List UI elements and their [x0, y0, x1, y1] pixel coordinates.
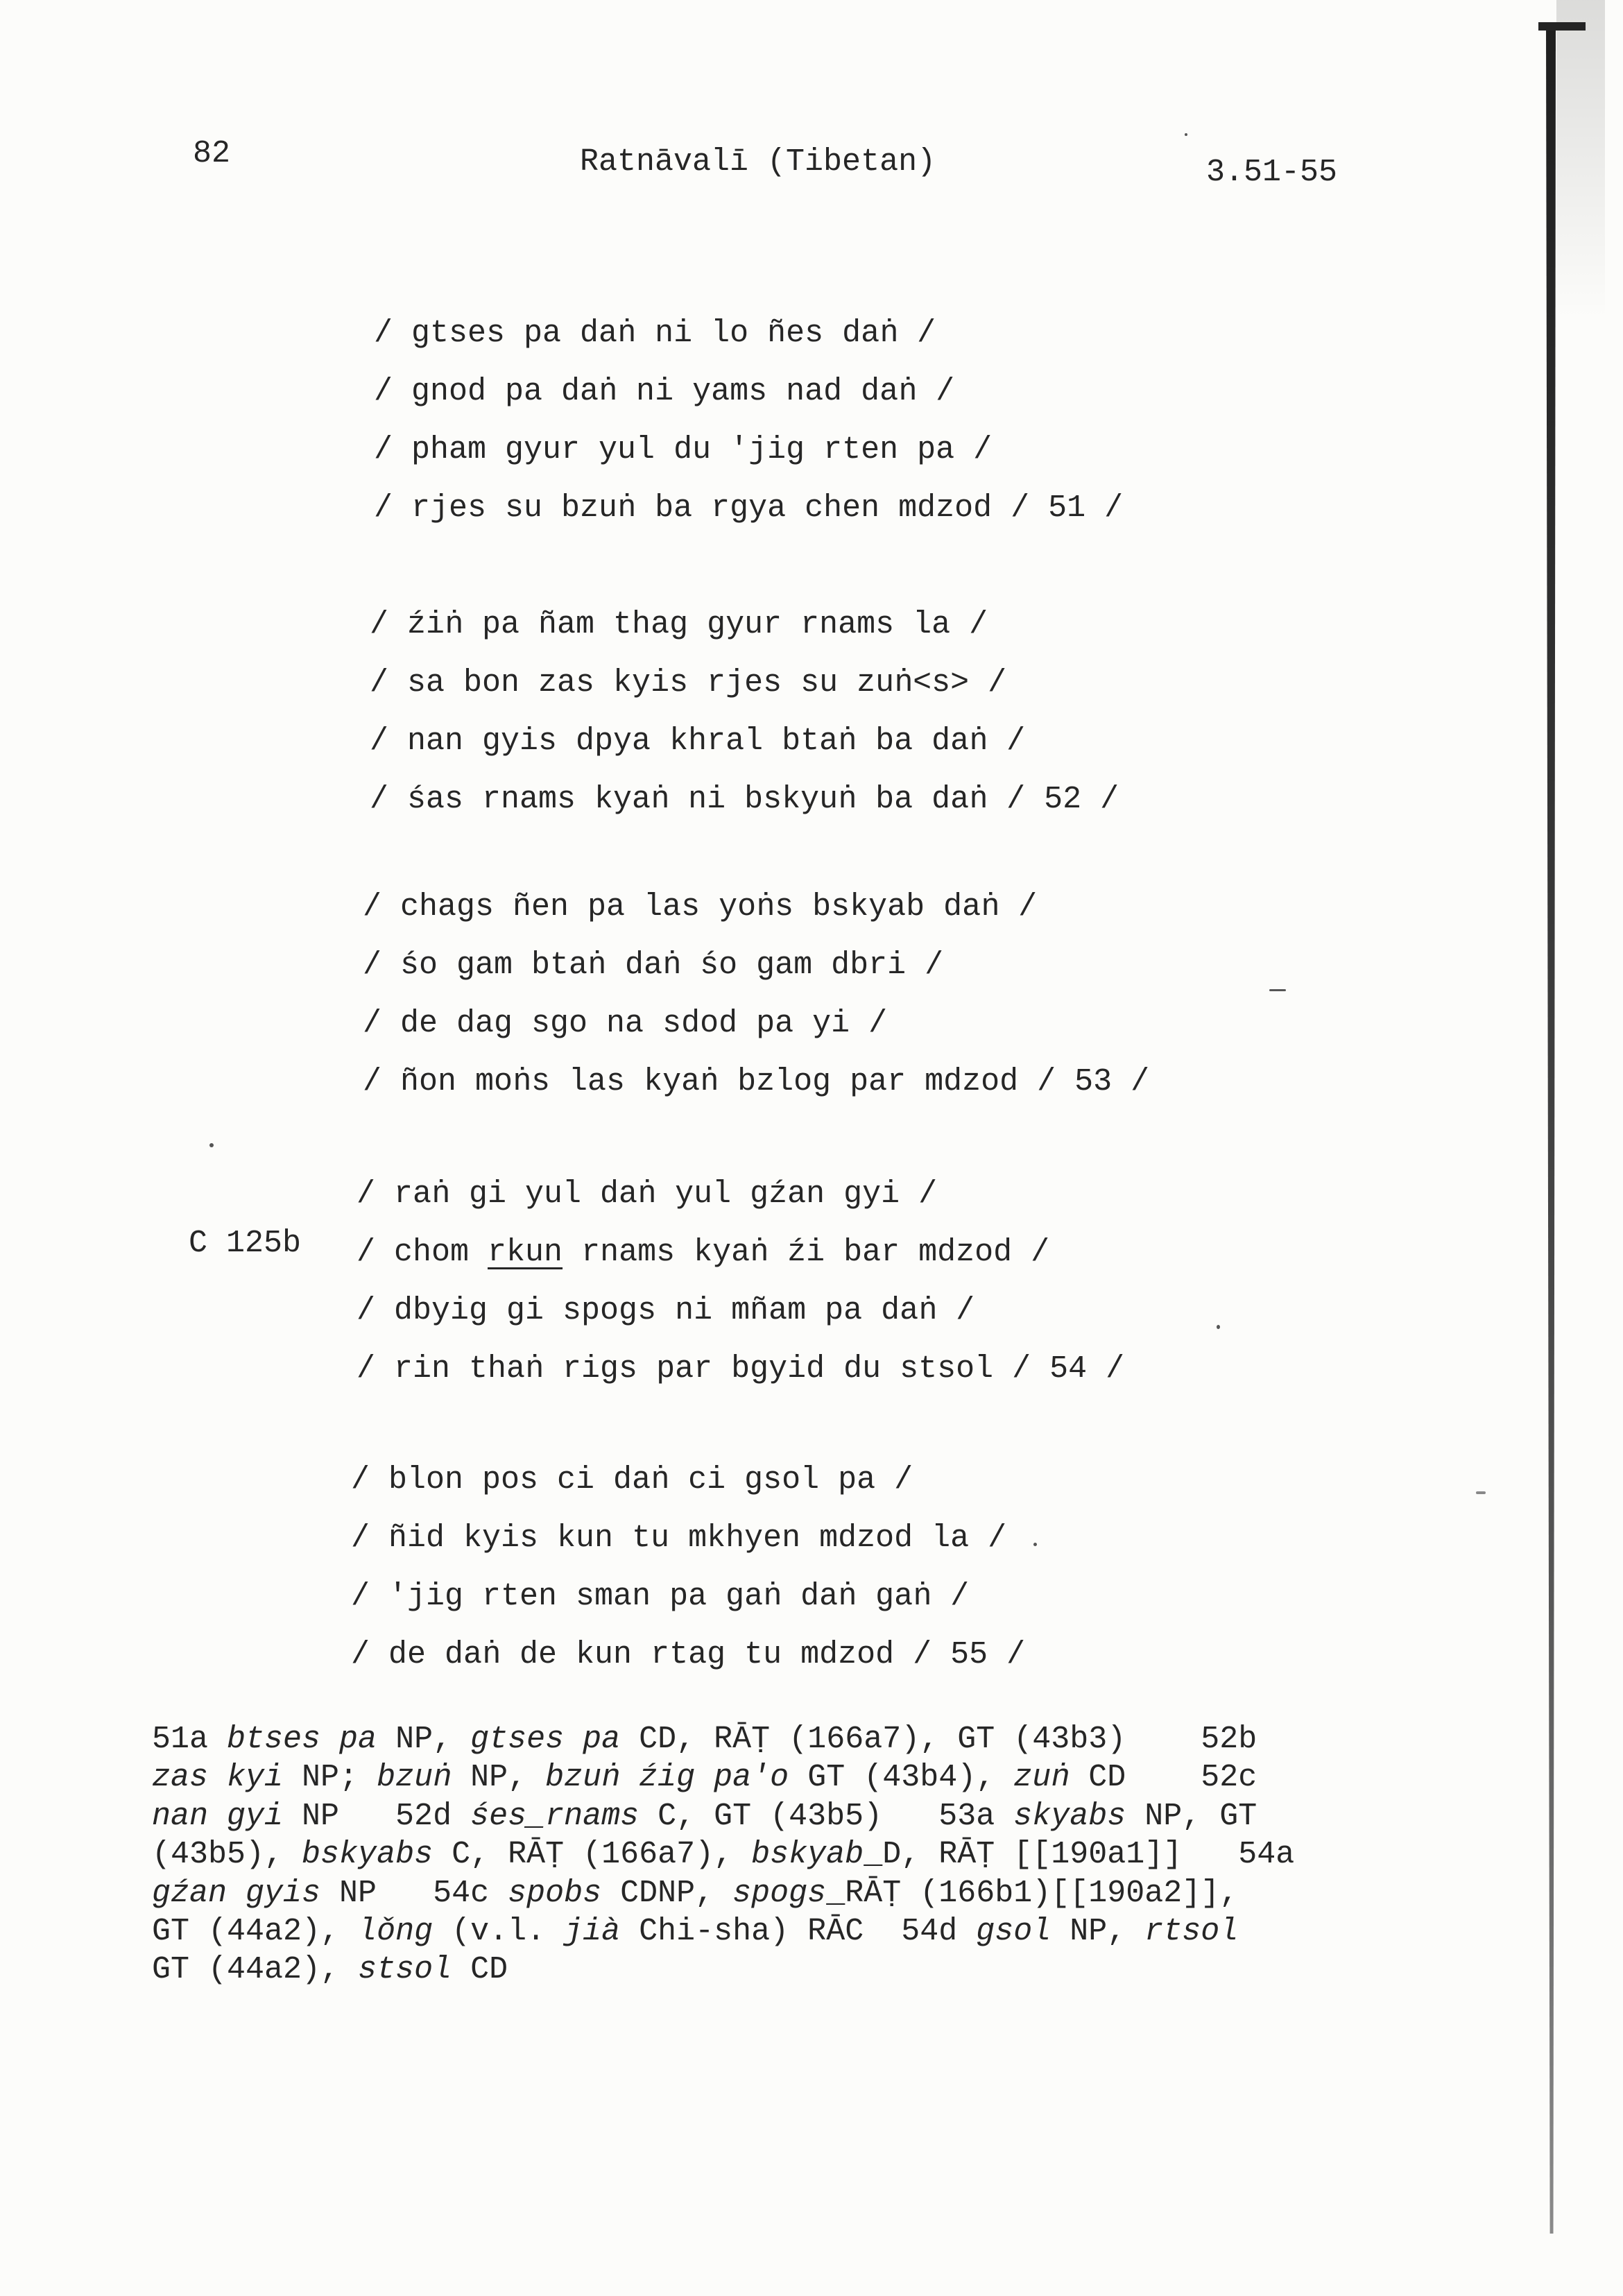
verse-line: / sa bon zas kyis rjes su zuṅ<s> /	[370, 665, 1007, 701]
verse-line: / śas rnams kyaṅ ni bskyuṅ ba daṅ / 52 /	[370, 782, 1119, 817]
variant-reading: gźan gyis	[152, 1875, 321, 1911]
variant-reading: bzuṅ	[377, 1760, 452, 1796]
verse-text: rnams kyaṅ źi bar mdzod /	[563, 1235, 1050, 1270]
verse-line: / raṅ gi yul daṅ yul gźan gyi /	[357, 1176, 938, 1212]
verse-line: / 'jig rten sman pa gaṅ daṅ gaṅ /	[351, 1579, 970, 1614]
footnote-text: NP,	[452, 1760, 546, 1796]
variant-reading: jià	[564, 1914, 621, 1950]
verse-text: / chom	[357, 1235, 488, 1270]
verse-line: / chags ñen pa las yoṅs bskyab daṅ /	[363, 889, 1038, 925]
scan-edge-shadow	[1556, 0, 1605, 319]
stanza	[351, 1451, 1025, 1684]
footnote-text: CD, RĀṬ (166a7), GT (43b3) 52b	[620, 1722, 1257, 1757]
footnote-text: NP;	[283, 1760, 377, 1796]
verse-line: / de daṅ de kun rtag tu mdzod / 55 /	[351, 1637, 1026, 1672]
stanza	[370, 596, 1119, 829]
variant-reading: bzuṅ źig pa'o	[545, 1760, 789, 1796]
verse-line: / rjes su bzuṅ ba rgya chen mdzod / 51 /	[374, 490, 1124, 526]
verse-line: / gnod pa daṅ ni yams nad daṅ /	[374, 374, 955, 409]
page-edge-top-mark	[1538, 22, 1586, 31]
footnote-line	[152, 1797, 1294, 1835]
footnote-text: C, GT (43b5) 53a	[639, 1798, 1014, 1834]
footnote-line	[152, 1912, 1294, 1951]
scan-speck	[1033, 1543, 1037, 1546]
variant-reading: gtses pa	[470, 1722, 621, 1757]
footnote-text: GT (43b4),	[789, 1760, 1014, 1796]
verse-line: / de dag sgo na sdod pa yi /	[363, 1006, 888, 1041]
footnote-text: CD	[452, 1952, 508, 1988]
variant-reading: lǒng	[358, 1914, 433, 1950]
verse-line: / gtses pa daṅ ni lo ñes daṅ /	[374, 316, 936, 351]
verse-line	[357, 1224, 1124, 1282]
footnote-text: Chi-sha) RĀC 54d	[620, 1914, 977, 1950]
footnote-text: NP, GT	[1126, 1798, 1257, 1834]
variant-reading: zuṅ	[1013, 1760, 1070, 1796]
scan-speck	[209, 1143, 214, 1147]
footnote-text: GT (44a2),	[152, 1952, 359, 1988]
scan-speck	[1217, 1325, 1220, 1329]
footnote-text: NP,	[1051, 1914, 1145, 1950]
footnote-line	[152, 1835, 1294, 1874]
footnote-line	[152, 1874, 1294, 1912]
variant-reading: nan gyi	[152, 1798, 284, 1834]
verse-line: / nan gyis dpya khral btaṅ ba daṅ /	[370, 723, 1026, 759]
verse-line: / ñid kyis kun tu mkhyen mdzod la /	[351, 1520, 1007, 1556]
scan-speck	[1185, 133, 1187, 136]
footnote-text: C, RĀṬ (166a7),	[433, 1837, 752, 1873]
variant-reading: spobs	[508, 1875, 602, 1911]
stanza	[374, 305, 1123, 538]
page-number: 82	[193, 136, 231, 171]
footnote-text: NP,	[377, 1722, 471, 1757]
underlined-word: rkun	[488, 1235, 563, 1270]
footnote-text: (43b5),	[152, 1837, 302, 1873]
variant-reading: btses pa	[227, 1722, 377, 1757]
variant-reading: rtsol	[1144, 1914, 1239, 1950]
footnote-text: (v.l.	[433, 1914, 565, 1950]
page-edge-line	[1546, 22, 1556, 2234]
footnote-line	[152, 1720, 1294, 1758]
verse-line: / blon pos ci daṅ ci gsol pa /	[351, 1462, 913, 1498]
verse-line: / rin thaṅ rigs par bgyid du stsol / 54 /	[357, 1351, 1125, 1387]
verse-line: / dbyig gi spogs ni mñam pa daṅ /	[357, 1293, 975, 1328]
footnote-text: 51a	[152, 1722, 227, 1757]
verse-line: / pham gyur yul du 'jig rten pa /	[374, 432, 993, 468]
footnote-text: NP 52d	[283, 1798, 471, 1834]
variant-reading: gsol	[976, 1914, 1051, 1950]
footnote-text: _D, RĀṬ [[190a1]] 54a	[864, 1837, 1295, 1873]
variant-reading: spogs	[732, 1875, 827, 1911]
footnote-line	[152, 1951, 1294, 1989]
variant-reading: bskyabs	[302, 1837, 433, 1873]
scan-speck	[1269, 989, 1286, 991]
footnote-text: CDNP,	[601, 1875, 733, 1911]
verse-line: / źiṅ pa ñam thag gyur rnams la /	[370, 607, 988, 642]
verse-line: / śo gam btaṅ daṅ śo gam dbri /	[363, 948, 944, 983]
variant-reading: stsol	[358, 1952, 452, 1988]
scan-speck	[1476, 1491, 1486, 1494]
variant-reading: śes_rnams	[470, 1798, 639, 1834]
footnote-text: CD 52c	[1070, 1760, 1257, 1796]
footnote-text: NP 54c	[320, 1875, 508, 1911]
stanza	[363, 878, 1149, 1111]
footnote-text: GT (44a2),	[152, 1914, 359, 1950]
stanza	[357, 1165, 1124, 1398]
variant-reading: skyabs	[1013, 1798, 1126, 1834]
variant-reading: zas kyi	[152, 1760, 284, 1796]
critical-apparatus	[152, 1720, 1294, 1989]
running-title: Ratnāvalī (Tibetan)	[580, 144, 936, 180]
margin-folio-reference: C 125b	[189, 1226, 302, 1261]
footnote-line	[152, 1758, 1294, 1797]
verse-range: 3.51-55	[1206, 155, 1338, 190]
verse-line: / ñon moṅs las kyaṅ bzlog par mdzod / 53 /	[363, 1064, 1150, 1099]
footnote-text: _RĀṬ (166b1)[[190a2]],	[826, 1875, 1239, 1911]
variant-reading: bskyab	[751, 1837, 864, 1873]
